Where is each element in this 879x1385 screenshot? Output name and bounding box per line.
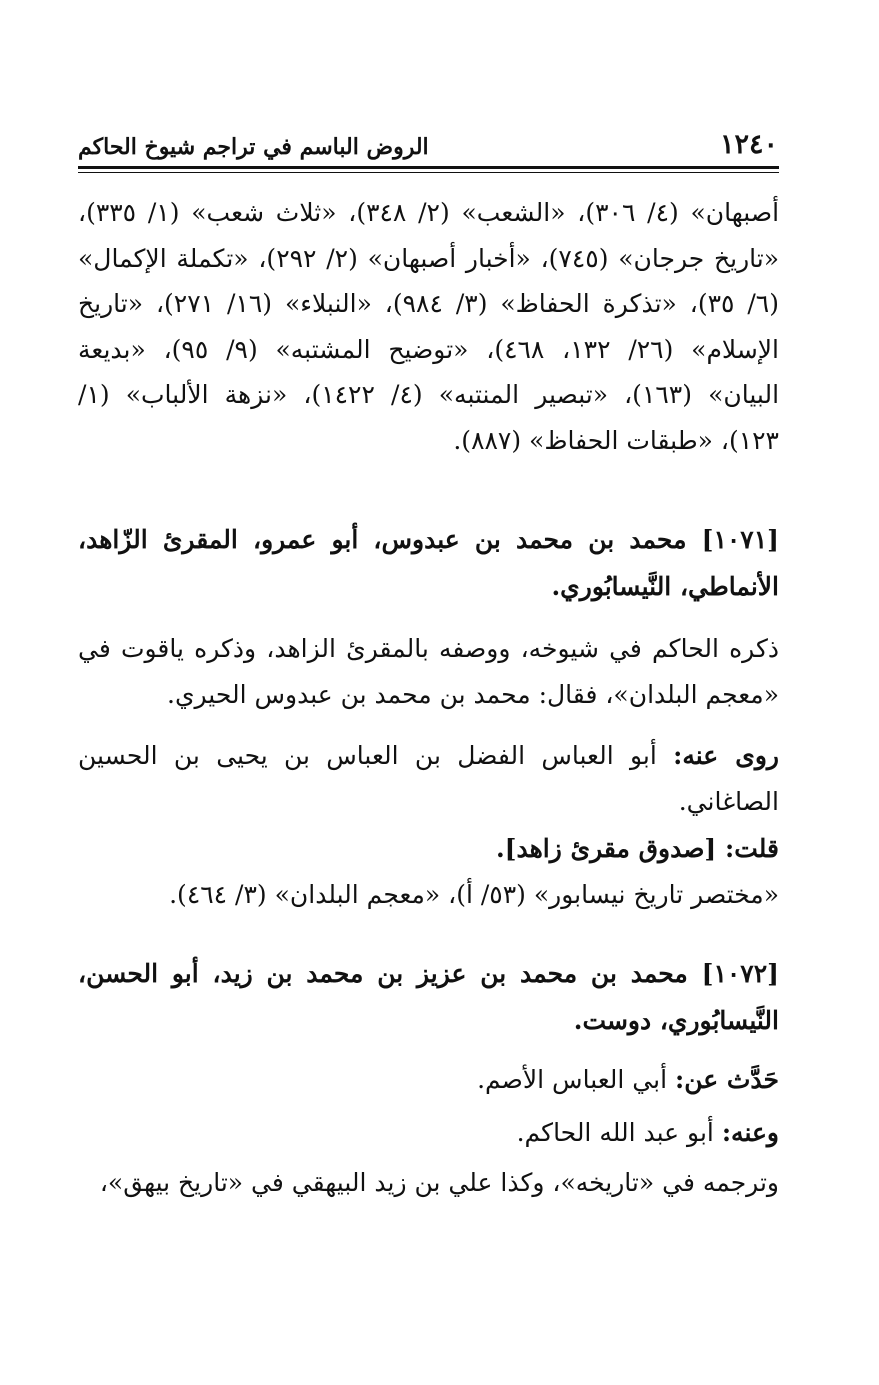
verdict-label: قلت: [724, 834, 779, 863]
students-text: أبو عبد الله الحاكم. [516, 1118, 722, 1147]
entry-1071-narrators [78, 733, 829, 824]
entry-1072-biographers: وترجمه في «تاريخه»، وكذا علي بن زيد البيهقي في «تاريخ بيهق»، [99, 1168, 779, 1197]
page-number: ١٢٤٠ [719, 129, 778, 160]
entry-heading-1071: [١٠٧١] محمد بن محمد بن عبدوس، أبو عمرو، المقرئ الزّاهد، الأنماطي، النَّيسابُوري. [78, 525, 779, 601]
narrated-from-label-1072: حَدَّث عن: [675, 1065, 779, 1094]
entry-1071-verdict [78, 826, 829, 872]
header-rule-thin [78, 172, 779, 173]
verdict-text: [صدوق مقرئ زاهد]. [495, 834, 725, 863]
narrated-from-text: أبو العباس الفضل بن العباس بن يحيى بن الحسين الصاغاني. [78, 741, 779, 816]
header-rule-thick [78, 166, 779, 169]
running-title: الروض الباسم في تراجم شيوخ الحاكم [78, 134, 429, 160]
narrated-from-text-1072: أبي العباس الأصم. [477, 1065, 675, 1094]
entry-1072-students [78, 1110, 829, 1156]
entry-1072-narrated-from [78, 1057, 829, 1103]
entry-1071-description: ذكره الحاكم في شيوخه، ووصفه بالمقرئ الزاهد، وذكره ياقوت في «معجم البلدان»، فقال: محمد بن محمد بن عبدوس الحيري. [78, 634, 779, 709]
page-header [78, 128, 778, 164]
narrated-from-label: روى عنه: [673, 741, 779, 770]
references-continued: أصبهان» (٤/ ٣٠٦)، «الشعب» (٢/ ٣٤٨)، «ثلاث شعب» (١/ ٣٣٥)، «تاريخ جرجان» (٧٤٥)، «أخبار أصبهان» (٢/ ٢٩٢)، «تكملة الإكمال» (٦/ ٣٥)، «تذكرة الحفاظ» (٣/ ٩٨٤)، «النبلاء» (١٦/ ٢٧١)، «تاريخ الإسلام» (٢٦/ ١٣٢، ٤٦٨)، «توضيح المشتبه» (٩/ ٩٥)، «بديعة البيان» (١٦٣)، «تبصير المنتبه» (٤/ ١٤٢٢)، «نزهة الألباب» (١/ ١٢٣)، «طبقات الحفاظ» (٨٨٧). [78, 198, 780, 455]
students-label: وعنه: [721, 1118, 779, 1147]
entry-1071-sources: «مختصر تاريخ نيسابور» (٥٣/ أ)، «معجم البلدان» (٣/ ٤٦٤). [169, 880, 779, 909]
entry-heading-1072: [١٠٧٢] محمد بن محمد بن عزيز بن محمد بن زيد، أبو الحسن، النَّيسابُوري، دوست. [78, 959, 779, 1035]
